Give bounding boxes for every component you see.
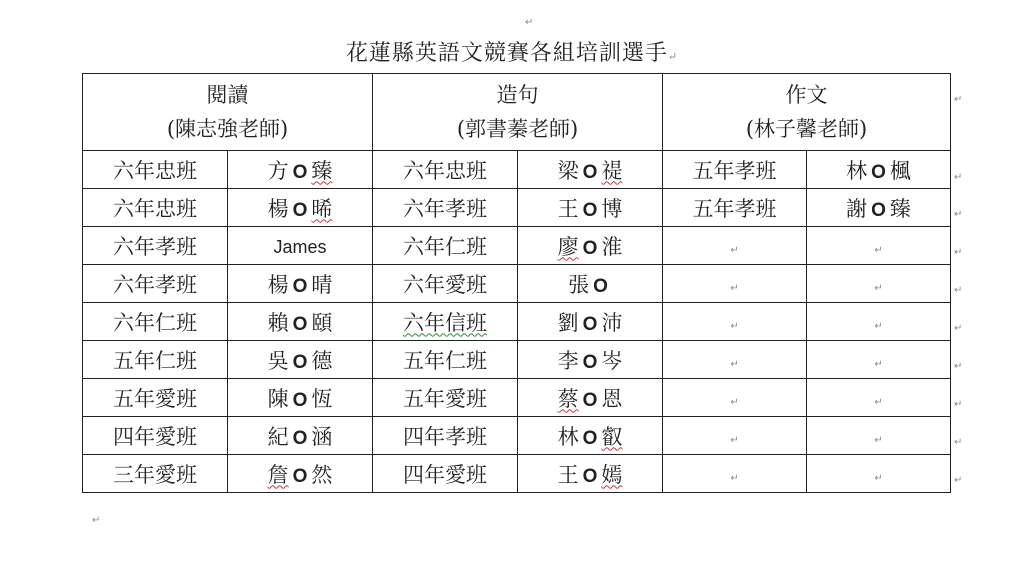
student-name (268, 425, 333, 449)
surname: 梁 (557, 158, 579, 183)
student-name-cell (228, 151, 373, 189)
table-row (83, 417, 951, 455)
student-name-cell (807, 455, 951, 493)
surname: 廖 (557, 234, 579, 259)
masked-character: O (292, 275, 308, 297)
cell-end-mark: ↵ (874, 358, 883, 370)
masked-character: O (593, 275, 608, 297)
given-name: 然 (311, 462, 333, 487)
class-label: 六年忠班 (113, 158, 197, 183)
class-label: 六年忠班 (113, 196, 197, 221)
surname: 楊 (267, 272, 289, 297)
student-name (268, 273, 333, 297)
given-name: 博 (601, 196, 623, 221)
cell-end-mark: ↵ (730, 244, 739, 256)
class-cell (373, 341, 518, 379)
class-cell (373, 189, 518, 227)
class-label: 五年愛班 (113, 386, 197, 411)
student-name (268, 311, 333, 335)
student-name-cell (228, 303, 373, 341)
student-name (558, 197, 623, 221)
student-name-cell (807, 417, 951, 455)
document-title (0, 40, 1024, 71)
surname: 陳 (267, 386, 289, 411)
student-name-cell (518, 417, 663, 455)
class-label: 四年愛班 (403, 462, 488, 487)
class-label: 六年仁班 (113, 310, 197, 335)
masked-character: O (871, 199, 886, 221)
row-end-mark: ↵ (954, 285, 963, 296)
roster-table (82, 73, 951, 493)
class-cell (373, 303, 518, 341)
masked-character: O (582, 427, 598, 449)
header-row (83, 74, 951, 151)
class-label: 四年孝班 (403, 424, 488, 449)
surname: 林 (846, 158, 868, 183)
student-name-cell (228, 379, 373, 417)
student-name-cell (518, 379, 663, 417)
cell-end-mark: ↵ (730, 434, 739, 446)
class-cell (663, 303, 807, 341)
student-name (558, 387, 623, 411)
cell-end-mark: ↵ (730, 358, 739, 370)
class-label: 五年仁班 (113, 348, 197, 373)
class-cell (373, 227, 518, 265)
group-name: 閱讀 (206, 83, 249, 107)
surname: 王 (557, 462, 579, 487)
class-cell (373, 417, 518, 455)
given-name: 涵 (311, 424, 333, 449)
surname: 謝 (846, 196, 868, 221)
table-row (83, 151, 951, 189)
surname: 張 (568, 272, 590, 297)
student-name-cell (518, 189, 663, 227)
class-label: 六年孝班 (113, 272, 197, 297)
student-name-cell (228, 455, 373, 493)
student-name (268, 387, 333, 411)
group-header-reading (83, 74, 373, 151)
masked-character: O (582, 465, 598, 487)
surname: 蔡 (557, 386, 579, 411)
row-end-mark: ↵ (954, 172, 963, 183)
surname: 賴 (267, 310, 289, 335)
class-cell (373, 455, 518, 493)
cell-end-mark: ↵ (730, 472, 739, 484)
class-cell (663, 265, 807, 303)
given-name: 恆 (311, 386, 333, 411)
row-end-mark: ↵ (954, 247, 963, 258)
student-name (268, 463, 333, 487)
masked-character: O (582, 237, 598, 259)
paragraph-mark: ↵ (667, 50, 679, 63)
masked-character: O (292, 351, 308, 373)
student-name (568, 273, 612, 297)
class-cell (83, 151, 228, 189)
cell-end-mark: ↵ (730, 282, 739, 294)
cell-end-mark: ↵ (874, 320, 883, 332)
table-row (83, 189, 951, 227)
class-cell (663, 227, 807, 265)
student-name-cell (518, 303, 663, 341)
surname: 吳 (267, 348, 289, 373)
table-row (83, 303, 951, 341)
student-name-cell (518, 341, 663, 379)
cell-end-mark: ↵ (874, 434, 883, 446)
class-cell (663, 189, 807, 227)
masked-character: O (582, 389, 598, 411)
class-cell (83, 303, 228, 341)
class-label: 四年愛班 (113, 424, 197, 449)
class-cell (83, 189, 228, 227)
masked-character: O (292, 465, 308, 487)
class-label: 三年愛班 (113, 462, 197, 487)
paragraph-mark: ↵ (92, 515, 101, 526)
student-name-cell (807, 303, 951, 341)
given-name: 沛 (601, 310, 623, 335)
masked-character: O (871, 161, 886, 183)
student-name (846, 197, 911, 221)
masked-character: O (292, 199, 308, 221)
table-row (83, 265, 951, 303)
table-row (83, 227, 951, 265)
surname: 李 (557, 348, 579, 373)
class-cell (373, 151, 518, 189)
class-label: 六年忠班 (403, 158, 488, 183)
student-name-cell (228, 341, 373, 379)
student-name-cell (518, 227, 663, 265)
student-name-cell (518, 151, 663, 189)
student-name-cell (228, 227, 373, 265)
surname: 王 (557, 196, 579, 221)
student-name (268, 159, 333, 183)
given-name: 晴 (311, 272, 333, 297)
masked-character: O (582, 351, 598, 373)
surname: 紀 (267, 424, 289, 449)
student-name-cell (228, 189, 373, 227)
table-row (83, 455, 951, 493)
given-name: 楓 (889, 158, 911, 183)
class-cell (83, 265, 228, 303)
group-teacher: (陳志強老師) (166, 117, 289, 141)
student-name (846, 159, 911, 183)
student-name (558, 463, 623, 487)
given-name: 晞 (311, 196, 333, 221)
student-name-cell (518, 455, 663, 493)
given-name: 淮 (601, 234, 623, 259)
class-label: 五年仁班 (403, 348, 488, 373)
cell-end-mark: ↵ (874, 244, 883, 256)
class-cell (83, 227, 228, 265)
student-name (558, 311, 623, 335)
surname: 詹 (267, 462, 289, 487)
class-label: 五年孝班 (692, 196, 777, 221)
cell-end-mark: ↵ (874, 396, 883, 408)
student-name-cell (228, 417, 373, 455)
class-cell (663, 341, 807, 379)
row-end-mark: ↵ (954, 437, 963, 448)
student-name-cell (807, 341, 951, 379)
group-teacher: (郭書蓁老師) (456, 117, 579, 141)
given-name: 臻 (311, 158, 333, 183)
student-name: James (273, 236, 327, 257)
row-end-mark: ↵ (954, 361, 963, 372)
class-label: 五年孝班 (692, 158, 777, 183)
class-cell (83, 341, 228, 379)
given-name: 嫣 (601, 462, 623, 487)
group-header-sentence (373, 74, 663, 151)
class-label: 六年仁班 (403, 234, 488, 259)
student-name (558, 235, 623, 259)
student-name-cell (518, 265, 663, 303)
masked-character: O (292, 427, 308, 449)
given-name: 禔 (601, 158, 623, 183)
class-cell (373, 265, 518, 303)
student-name (268, 349, 333, 373)
class-label: 六年孝班 (403, 196, 488, 221)
group-name: 造句 (496, 83, 539, 107)
student-name (268, 197, 333, 221)
class-cell (663, 417, 807, 455)
row-end-mark: ↵ (954, 475, 963, 486)
row-end-mark: ↵ (954, 94, 963, 105)
cell-end-mark: ↵ (874, 282, 883, 294)
surname: 劉 (557, 310, 579, 335)
masked-character: O (292, 389, 308, 411)
given-name: 頤 (311, 310, 333, 335)
student-name-cell (807, 227, 951, 265)
class-label: 六年孝班 (113, 234, 197, 259)
class-cell (373, 379, 518, 417)
masked-character: O (292, 313, 308, 335)
class-cell (663, 379, 807, 417)
class-cell (663, 151, 807, 189)
given-name: 德 (311, 348, 333, 373)
masked-character: O (582, 199, 598, 221)
class-cell (83, 417, 228, 455)
group-name: 作文 (785, 83, 828, 107)
title-text: 花蓮縣英語文競賽各組培訓選手 (345, 41, 668, 66)
cell-end-mark: ↵ (874, 472, 883, 484)
row-end-mark: ↵ (954, 323, 963, 334)
cell-end-mark: ↵ (730, 320, 739, 332)
class-label: 六年信班 (403, 310, 488, 335)
class-label: 六年愛班 (403, 272, 488, 297)
student-name-cell (807, 265, 951, 303)
class-label: 五年愛班 (403, 386, 488, 411)
table-row (83, 379, 951, 417)
paragraph-mark: ↵ (525, 17, 534, 28)
given-name: 恩 (601, 386, 623, 411)
given-name: 叡 (601, 424, 623, 449)
class-cell (83, 379, 228, 417)
table-row (83, 341, 951, 379)
masked-character: O (582, 161, 598, 183)
student-name (558, 425, 623, 449)
given-name: 岑 (601, 348, 623, 373)
student-name-cell (807, 379, 951, 417)
cell-end-mark: ↵ (730, 396, 739, 408)
given-name: 臻 (889, 196, 911, 221)
student-name-cell (807, 151, 951, 189)
row-end-mark: ↵ (954, 209, 963, 220)
surname: 方 (267, 158, 289, 183)
student-name (558, 159, 623, 183)
surname: 楊 (267, 196, 289, 221)
surname: 林 (557, 424, 579, 449)
class-cell (83, 455, 228, 493)
student-name-cell (807, 189, 951, 227)
masked-character: O (292, 161, 308, 183)
row-end-mark: ↵ (954, 399, 963, 410)
masked-character: O (582, 313, 598, 335)
student-name (558, 349, 623, 373)
group-teacher: (林子馨老師) (745, 117, 868, 141)
group-header-writing (663, 74, 951, 151)
student-name-cell (228, 265, 373, 303)
class-cell (663, 455, 807, 493)
